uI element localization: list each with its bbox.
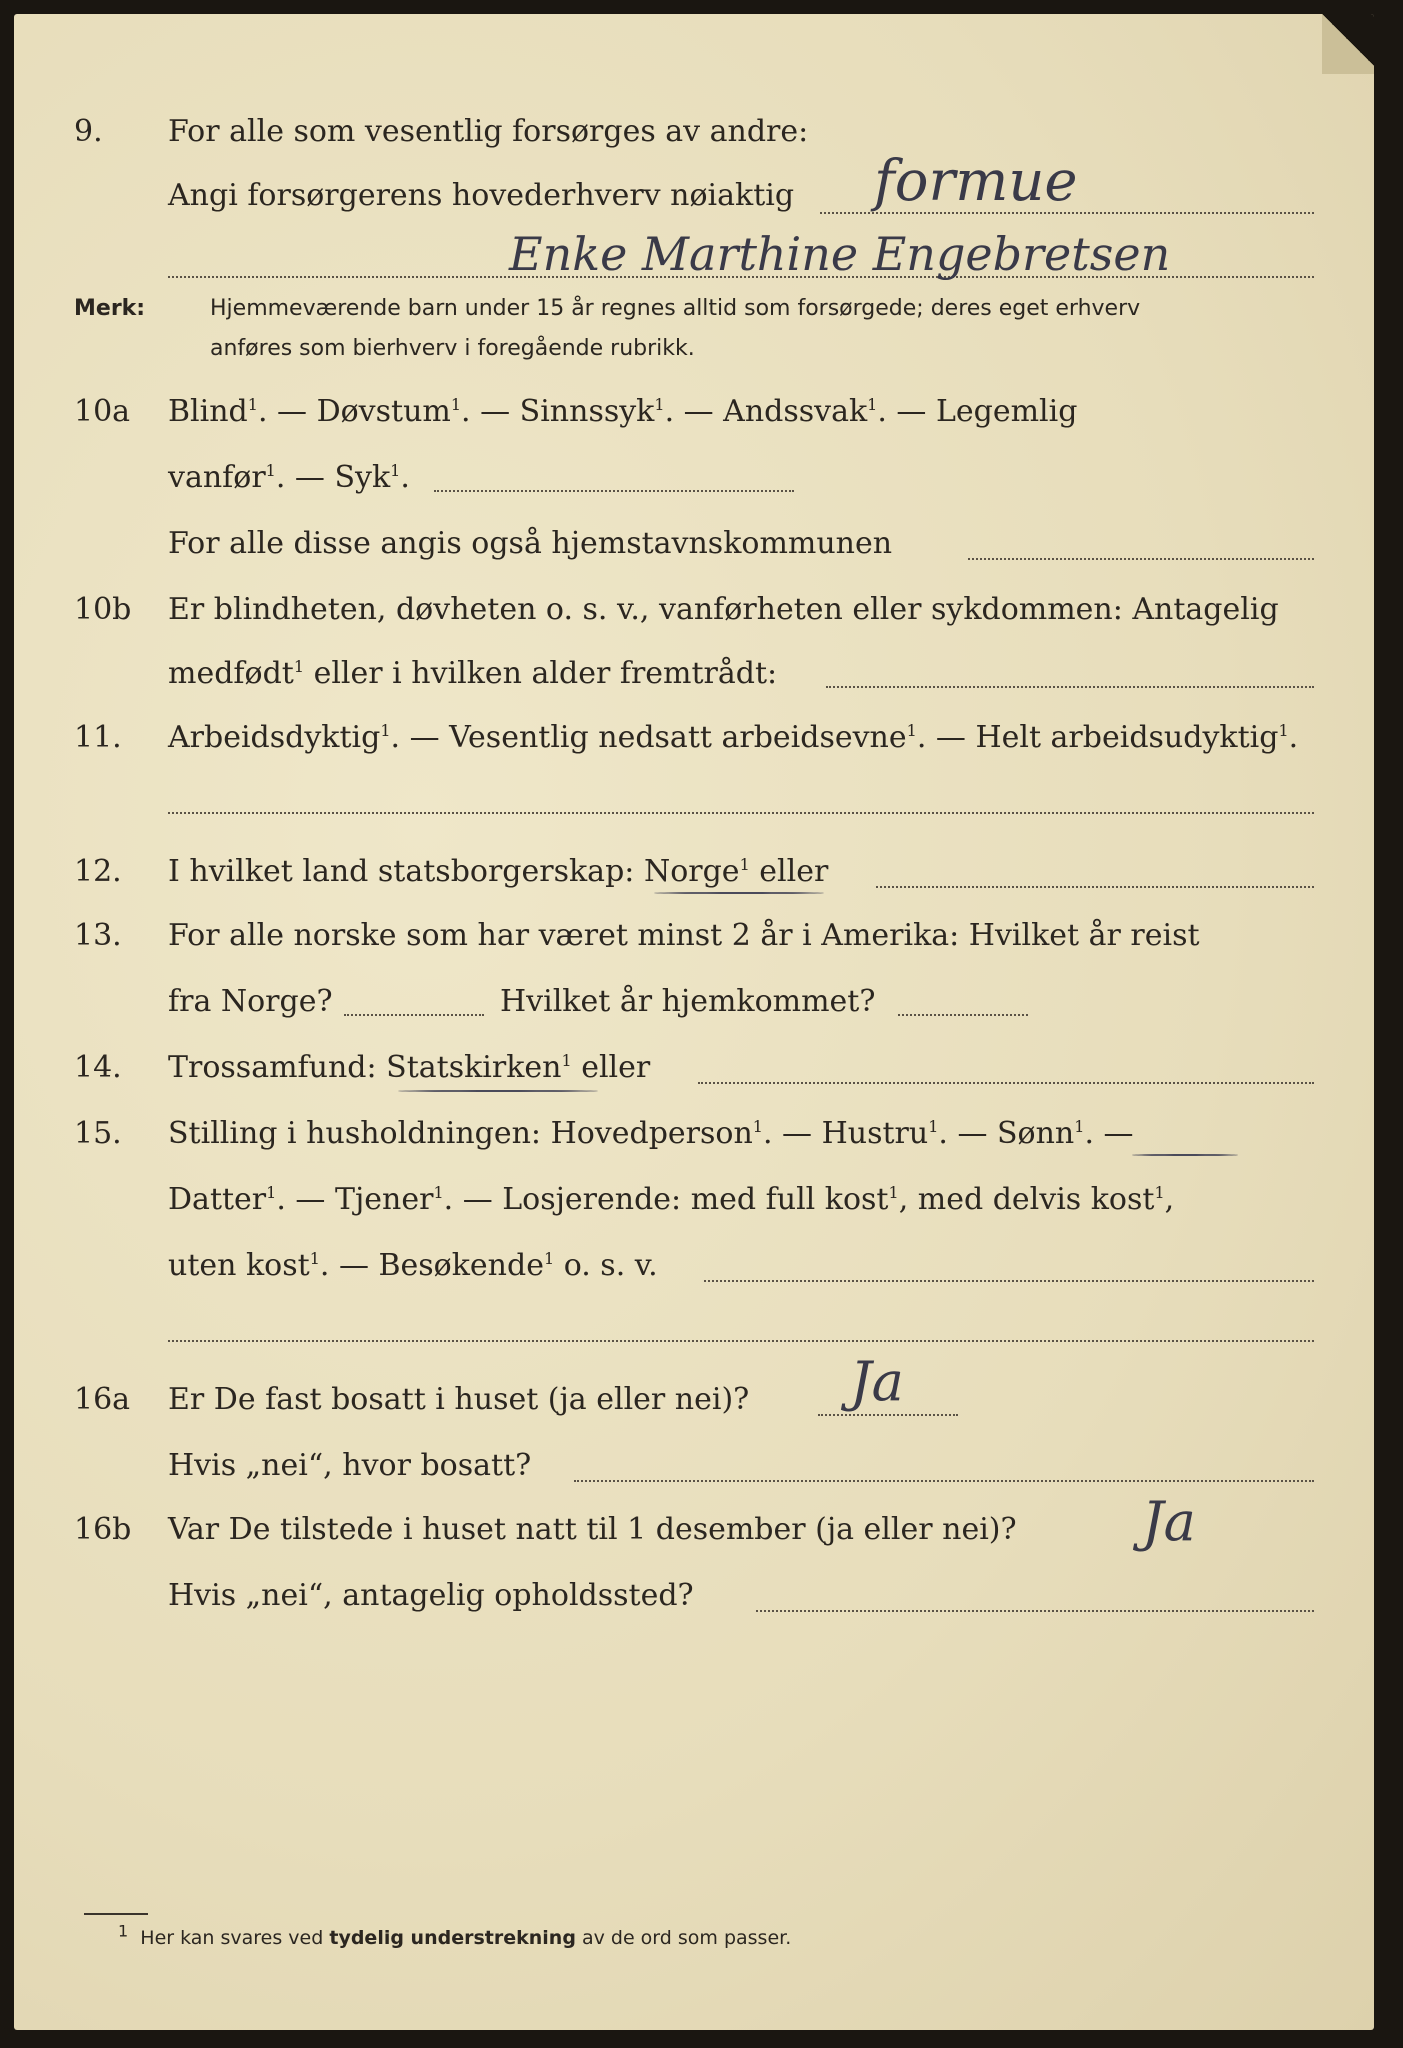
footnote: $^1$ Her kan svares ved tydelig understrekning av de ord som passer. <box>118 1921 792 1949</box>
handwritten-answer: formue <box>874 149 1078 214</box>
question-10b <box>14 588 1374 632</box>
question-text: fra Norge? <box>168 984 333 1019</box>
question-text: Hvis „nei“, hvor bosatt? <box>168 1448 532 1483</box>
note-label: Merk: <box>74 296 146 321</box>
question-10a <box>14 390 1374 434</box>
question-text: Trossamfund: Statskirken$^1$ eller <box>168 1050 651 1085</box>
question-10b-line2 <box>14 652 1374 696</box>
question-text: Arbeidsdyktig$^1$. — Vesentlig nedsatt arbeidsevne$^1$. — Helt arbeidsudyktig$^1$. <box>168 720 1299 755</box>
question-16b-line2 <box>14 1574 1374 1618</box>
question-15 <box>14 1112 1374 1156</box>
question-text: uten kost$^1$. — Besøkende$^1$ o. s. v. <box>168 1248 658 1283</box>
question-number: 16b <box>74 1512 132 1547</box>
question-text: Angi forsørgerens hovederhverv nøiaktig <box>168 178 795 213</box>
question-text: For alle norske som har været minst 2 år i Amerika: Hvilket år reist <box>168 918 1200 953</box>
question-13 <box>14 914 1374 958</box>
note-text: Hjemmeværende barn under 15 år regnes alltid som forsørgede; deres eget erhverv <box>210 296 1141 321</box>
question-15-line2 <box>14 1178 1374 1222</box>
question-text: Datter$^1$. — Tjener$^1$. — Losjerende: med full kost$^1$, med delvis kost$^1$, <box>168 1182 1175 1217</box>
handwritten-underline <box>398 1090 598 1092</box>
question-text: Stilling i husholdningen: Hovedperson$^1$. — Hustru$^1$. — Sønn$^1$. — <box>168 1116 1134 1151</box>
answer-line[interactable] <box>704 1280 1314 1282</box>
question-text: Hvis „nei“, antagelig opholdssted? <box>168 1578 694 1613</box>
question-number: 11. <box>74 720 122 755</box>
folded-corner <box>1322 14 1374 74</box>
answer-line[interactable] <box>168 1340 1314 1342</box>
question-10a-line3 <box>14 522 1374 566</box>
footnote-rule <box>84 1913 148 1915</box>
answer-line[interactable] <box>434 490 794 492</box>
handwritten-answer: Ja <box>1142 1490 1196 1553</box>
question-number: 10b <box>74 592 132 627</box>
question-text: Hvilket år hjemkommet? <box>500 984 876 1019</box>
question-text: I hvilket land statsborgerskap: Norge$^1$ eller <box>168 854 829 889</box>
answer-line[interactable] <box>968 558 1314 560</box>
question-text: Er De fast bosatt i huset (ja eller nei)? <box>168 1382 750 1417</box>
answer-line[interactable] <box>876 886 1314 888</box>
question-number: 10a <box>74 394 131 429</box>
question-9-line2 <box>14 174 1374 218</box>
question-number: 14. <box>74 1050 122 1085</box>
question-text: Blind$^1$. — Døvstum$^1$. — Sinnssyk$^1$. — Andssvak$^1$. — Legemlig <box>168 394 1078 429</box>
question-number: 16a <box>74 1382 131 1417</box>
handwritten-underline <box>1132 1154 1238 1156</box>
question-text: vanfør$^1$. — Syk$^1$. <box>168 460 410 495</box>
question-text: For alle som vesentlig forsørges av andre: <box>168 114 809 149</box>
question-13-line2 <box>14 980 1374 1024</box>
answer-line[interactable] <box>818 1414 958 1416</box>
answer-line[interactable] <box>898 1014 1028 1016</box>
note-text: anføres som bierhverv i foregående rubrikk. <box>210 336 695 361</box>
question-text: medfødt$^1$ eller i hvilken alder fremtrådt: <box>168 656 778 691</box>
question-15-line3 <box>14 1244 1374 1288</box>
question-10a-line2 <box>14 456 1374 500</box>
question-9 <box>14 110 1374 154</box>
handwritten-answer: Enke Marthine Engebretsen <box>509 227 1171 281</box>
answer-line[interactable] <box>756 1610 1314 1612</box>
question-11 <box>14 716 1374 760</box>
question-14 <box>14 1046 1374 1090</box>
handwritten-underline <box>654 892 824 894</box>
question-text: Var De tilstede i huset natt til 1 desember (ja eller nei)? <box>168 1512 1017 1547</box>
answer-line[interactable] <box>168 812 1314 814</box>
question-text: For alle disse angis også hjemstavnskommunen <box>168 526 893 561</box>
answer-line[interactable] <box>344 1014 484 1016</box>
question-16a-line2 <box>14 1444 1374 1488</box>
answer-line[interactable] <box>826 686 1314 688</box>
question-number: 15. <box>74 1116 122 1151</box>
answer-line[interactable] <box>574 1480 1314 1482</box>
question-16a <box>14 1378 1374 1422</box>
question-number: 12. <box>74 854 122 889</box>
question-number: 13. <box>74 918 122 953</box>
handwritten-answer: Ja <box>850 1350 904 1413</box>
question-12 <box>14 850 1374 894</box>
census-form-page <box>14 14 1374 2030</box>
question-number: 9. <box>74 114 103 149</box>
answer-line[interactable] <box>698 1082 1314 1084</box>
question-text: Er blindheten, døvheten o. s. v., vanførheten eller sykdommen: Antagelig <box>168 592 1279 627</box>
